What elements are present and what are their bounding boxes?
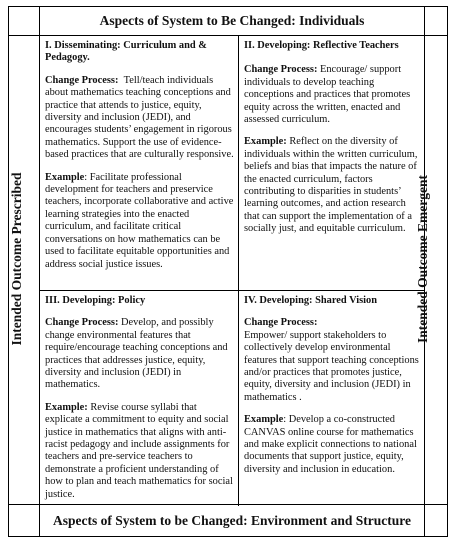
quadrant-2 <box>239 37 424 289</box>
table-header: Aspects of System to Be Changed: Individuals <box>99 13 365 28</box>
quadrant-1-change-label: Change Process: <box>45 74 119 86</box>
quadrant-1-change-text: Tell/teach individuals about mathematics teaching conceptions and practice that attends to justice, equity, diversity and inclusion (JEDI), and encourages students’ engagement in rigorous mathematics. Support the use of evidence-based practices that are culturally responsive. <box>45 74 234 161</box>
quadrant-3-example <box>45 402 234 501</box>
footer-divider <box>9 504 447 505</box>
quadrant-3-example-text: Revise course syllabi that explicate a commitment to equity and social justice in mathematics that aligns with anti-racist pedagogy and include assignments for teachers and pre-service teachers to demonstrate a proficient understanding of how to plan and teach mathematics for social justice. <box>45 401 233 500</box>
quadrant-4-example <box>244 414 420 476</box>
quadrant-2-example <box>244 136 420 235</box>
quadrant-3-example-label: Example: <box>45 401 88 413</box>
quadrant-2-change-label: Change Process: <box>244 64 318 76</box>
quadrant-2-title: II. Developing: Reflective Teachers <box>244 40 399 51</box>
quadrant-4-example-label: Example <box>244 414 284 426</box>
quadrant-4-change <box>244 317 420 404</box>
left-axis-label: Intended Outcome Prescribed <box>9 172 24 346</box>
middle-divider <box>39 290 424 291</box>
quadrant-1-example-text: : Facilitate professional development for teachers and preservice teachers, incorporate collaborative and active learning strategies into the enacted curriculum, and facilitate critical conversations on how mathematics can be used to facilitate equitable opportunities and address social justice issues. <box>45 171 234 270</box>
quadrant-1 <box>40 37 238 289</box>
quadrant-3 <box>40 292 238 504</box>
quadrant-3-change-text: Develop, and possibly change environmental features that require/encourage teaching conceptions and practices that addresses justice, equity, diversity and inclusion (JEDI) in mathematics. <box>45 317 228 391</box>
quadrant-4-example-text: : Develop a co-constructed CANVAS online course for mathematics and make explicit connections to national documents that support justice, equity, diversity and inclusion in education. <box>244 414 417 475</box>
quadrant-1-change <box>45 75 234 162</box>
header-divider <box>9 35 447 36</box>
quadrant-2-change <box>244 64 420 126</box>
quadrant-4-change-text: Empower/ support stakeholders to collectively develop environmental features that support teaching conceptions and/or practices that promotes justice, equity, diversity and inclusion (JEDI) in mathematics . <box>244 329 419 403</box>
quadrant-3-title: III. Developing: Policy <box>45 295 146 306</box>
quadrant-1-example <box>45 172 234 271</box>
quadrant-3-change-label: Change Process: <box>45 317 119 329</box>
quadrant-2-change-text: Encourage/ support individuals to develop teaching conceptions and practices that promotes equity across the written, enacted and assessed curriculum. <box>244 64 411 126</box>
quadrant-4 <box>239 292 424 504</box>
right-axis-label: Intended Outcome Emergent <box>415 175 430 343</box>
quadrant-2-example-text: Reflect on the diversity of individuals within the written curriculum, beliefs and bias that impacts the nature of the enacted curriculum, factors contributing to disparities in students’ learning outcomes, and action research that can support the implementation of a socially just, and equitable curriculum. <box>244 136 418 235</box>
quadrant-2-example-label: Example: <box>244 136 287 148</box>
quadrant-4-change-label: Change Process: <box>244 317 318 329</box>
quadrant-1-example-label: Example <box>45 171 85 183</box>
quadrant-3-change <box>45 317 234 391</box>
table-footer: Aspects of System to be Changed: Environment and Structure <box>52 513 411 528</box>
quadrant-4-title: IV. Developing: Shared Vision <box>244 295 377 306</box>
framework-table <box>8 6 448 537</box>
quadrant-1-title: I. Disseminating: Curriculum and & Pedagogy. <box>45 40 207 64</box>
